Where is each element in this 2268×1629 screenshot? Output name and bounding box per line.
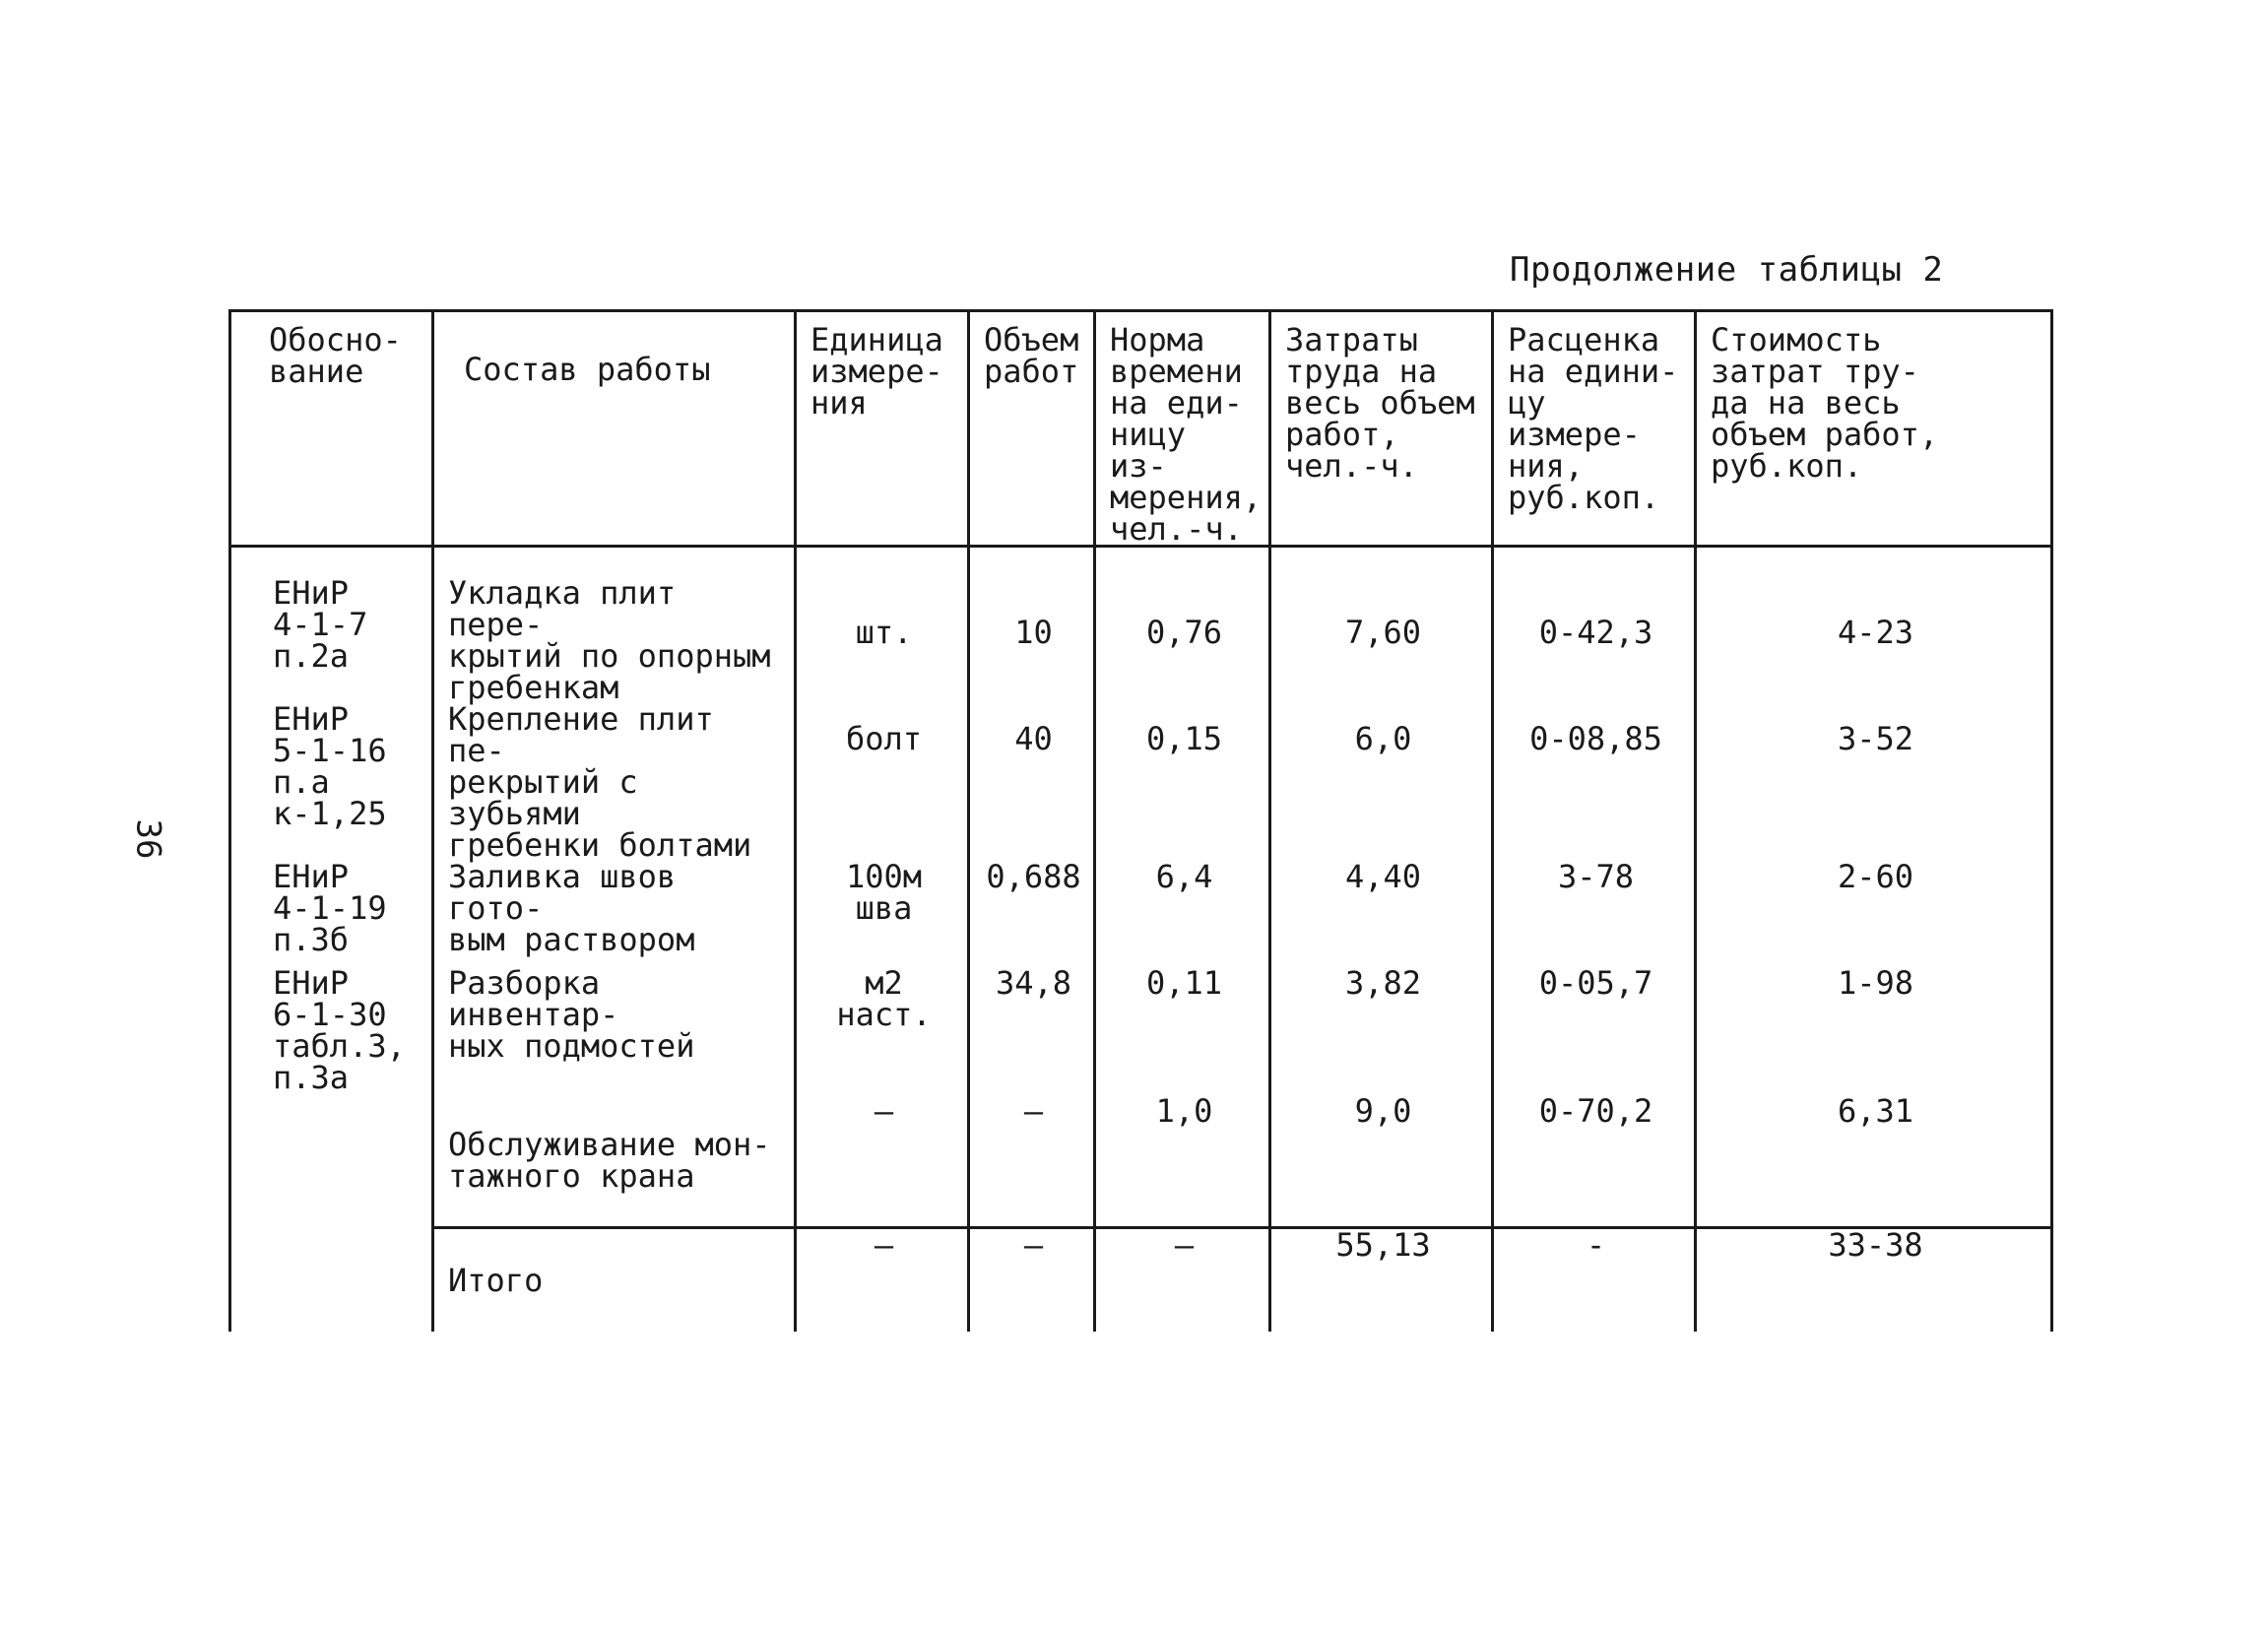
cell-unit: — (796, 1095, 969, 1227)
cell-unit: болт (796, 703, 969, 861)
cell-norm: 0,76 (1095, 547, 1270, 704)
cell-cost: 4-23 (1696, 547, 2052, 704)
cell-labor: 3,82 (1270, 967, 1493, 1095)
cell-norm: 6,4 (1095, 861, 1270, 967)
cell-volume: 0,688 (969, 861, 1095, 967)
total-norm: — (1095, 1227, 1270, 1332)
cell-unit: шт. (796, 547, 969, 704)
cell-unit: м2 наст. (796, 967, 969, 1095)
cell-basis: ЕНиР 5-1-16 п.а к-1,25 (230, 703, 433, 861)
total-rate: - (1493, 1227, 1696, 1332)
cell-rate: 0-05,7 (1493, 967, 1696, 1095)
table-row (230, 1095, 2052, 1227)
cell-basis: ЕНиР 4-1-19 п.3б (230, 861, 433, 967)
table-row (230, 547, 2052, 704)
cell-volume: 10 (969, 547, 1095, 704)
cell-cost: 1-98 (1696, 967, 2052, 1095)
cell-labor: 6,0 (1270, 703, 1493, 861)
cell-rate: 0-08,85 (1493, 703, 1696, 861)
work-table (228, 309, 2053, 1332)
header-unit: Единица измере- ния (796, 311, 969, 547)
cell-labor: 4,40 (1270, 861, 1493, 967)
page-number: 36 (128, 818, 168, 860)
cell-work: Обслуживание мон- тажного крана (433, 1095, 796, 1227)
total-labor: 55,13 (1270, 1227, 1493, 1332)
cell-work: Укладка плит пере- крытий по опорным гребенкам (433, 547, 796, 704)
table-body (230, 547, 2052, 1333)
cell-cost: 3-52 (1696, 703, 2052, 861)
total-label: Итого (433, 1227, 796, 1332)
cell-volume: 34,8 (969, 967, 1095, 1095)
header-rate: Расценка на едини- цу измере- ния, руб.коп. (1493, 311, 1696, 547)
cell-volume: 40 (969, 703, 1095, 861)
table-row (230, 703, 2052, 861)
total-unit: — (796, 1227, 969, 1332)
cell-norm: 1,0 (1095, 1095, 1270, 1227)
cell-norm: 0,11 (1095, 967, 1270, 1095)
cell-rate: 0-42,3 (1493, 547, 1696, 704)
header-labor: Затраты труда на весь объем работ, чел.-ч. (1270, 311, 1493, 547)
cell-work: Заливка швов гото- вым раствором (433, 861, 796, 967)
cell-rate: 3-78 (1493, 861, 1696, 967)
table-caption: Продолжение таблицы 2 (1510, 250, 1944, 290)
cell-basis-empty (230, 1227, 433, 1332)
table-row (230, 861, 2052, 967)
cell-rate: 0-70,2 (1493, 1095, 1696, 1227)
header-cost: Стоимость затрат тру- да на весь объем работ, руб.коп. (1696, 311, 2052, 547)
header-basis: Обосно- вание (230, 311, 433, 547)
header-norm: Норма времени на еди- ницу из- мерения, чел.-ч. (1095, 311, 1270, 547)
total-row (230, 1227, 2052, 1332)
cell-basis: ЕНиР 4-1-7 п.2а (230, 547, 433, 704)
cell-norm: 0,15 (1095, 703, 1270, 861)
total-cost: 33-38 (1696, 1227, 2052, 1332)
cell-labor: 9,0 (1270, 1095, 1493, 1227)
table-row (230, 967, 2052, 1095)
total-volume: — (969, 1227, 1095, 1332)
cell-labor: 7,60 (1270, 547, 1493, 704)
cell-work: Разборка инвентар- ных подмостей (433, 967, 796, 1095)
cell-work: Крепление плит пе- рекрытий с зубьями гребенки болтами (433, 703, 796, 861)
header-volume: Объем работ (969, 311, 1095, 547)
cell-unit: 100м шва (796, 861, 969, 967)
table-header (230, 311, 2052, 547)
cell-volume: — (969, 1095, 1095, 1227)
cell-cost: 2-60 (1696, 861, 2052, 967)
cell-basis: ЕНиР 6-1-30 табл.3, п.3а (230, 967, 433, 1095)
cell-basis (230, 1095, 433, 1227)
cell-cost: 6,31 (1696, 1095, 2052, 1227)
header-work: Состав работы (433, 311, 796, 547)
